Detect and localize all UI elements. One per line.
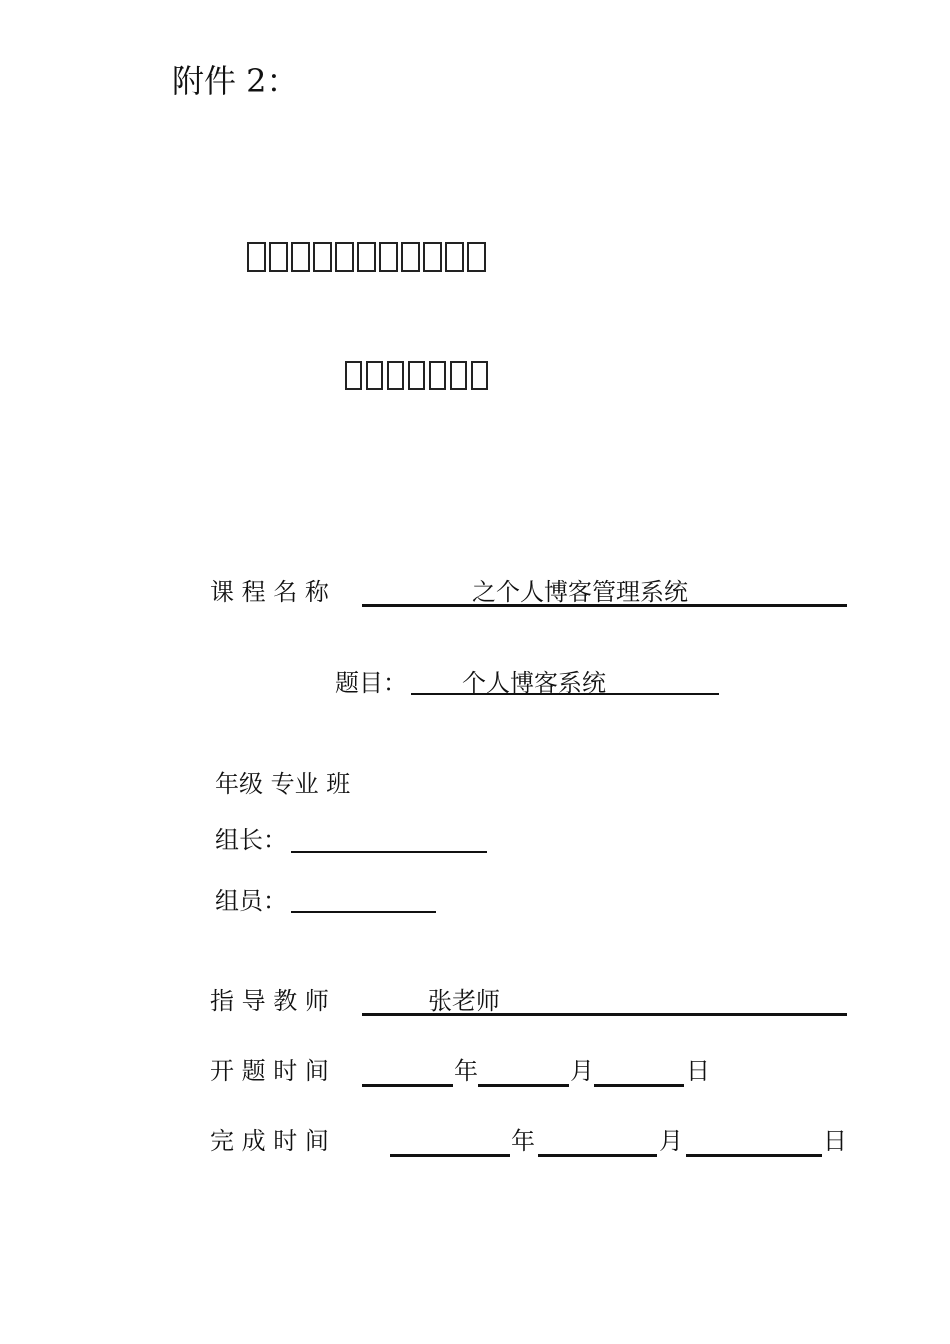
grade-major-class: 年级 专业 班 (215, 770, 351, 798)
course-name-underline (362, 604, 847, 607)
glyph-box (408, 361, 425, 390)
course-name-value: 之个人博客管理系统 (472, 578, 688, 606)
start-time-label: 开 题 时 间 (210, 1057, 329, 1085)
start-year-unit: 年 (454, 1057, 478, 1085)
finish-day-underline (686, 1154, 822, 1157)
start-month-underline (478, 1084, 569, 1087)
glyph-box (335, 242, 354, 272)
finish-time-label: 完 成 时 间 (210, 1127, 329, 1155)
start-year-underline (362, 1084, 453, 1087)
members-underline (291, 911, 436, 913)
topic-label: 题目： (335, 669, 407, 697)
course-name-label: 课 程 名 称 (210, 578, 329, 606)
glyph-box (423, 242, 442, 272)
finish-year-unit: 年 (511, 1127, 535, 1155)
finish-day-unit: 日 (823, 1127, 847, 1155)
finish-month-unit: 月 (659, 1127, 683, 1155)
glyph-box (247, 242, 266, 272)
glyph-box (467, 242, 486, 272)
finish-month-underline (538, 1154, 657, 1157)
leader-label: 组长： (215, 826, 287, 854)
start-month-unit: 月 (570, 1057, 594, 1085)
glyph-box (291, 242, 310, 272)
members-label: 组员： (215, 887, 287, 915)
glyph-box (269, 242, 288, 272)
topic-underline (411, 693, 719, 695)
glyph-box (450, 361, 467, 390)
title-placeholder (247, 242, 489, 272)
glyph-box (379, 242, 398, 272)
start-day-underline (594, 1084, 684, 1087)
instructor-label: 指 导 教 师 (210, 987, 329, 1015)
glyph-box (357, 242, 376, 272)
glyph-box (471, 361, 488, 390)
glyph-box (401, 242, 420, 272)
glyph-box (313, 242, 332, 272)
attachment-label: 附件 2： (172, 62, 299, 100)
glyph-box (387, 361, 404, 390)
finish-year-underline (390, 1154, 510, 1157)
glyph-box (345, 361, 362, 390)
subtitle-placeholder (345, 361, 492, 390)
glyph-box (366, 361, 383, 390)
instructor-value: 张老师 (428, 987, 500, 1015)
glyph-box (429, 361, 446, 390)
start-day-unit: 日 (686, 1057, 710, 1085)
instructor-underline (362, 1013, 847, 1016)
leader-underline (291, 851, 487, 853)
topic-value: 个人博客系统 (462, 669, 606, 697)
glyph-box (445, 242, 464, 272)
